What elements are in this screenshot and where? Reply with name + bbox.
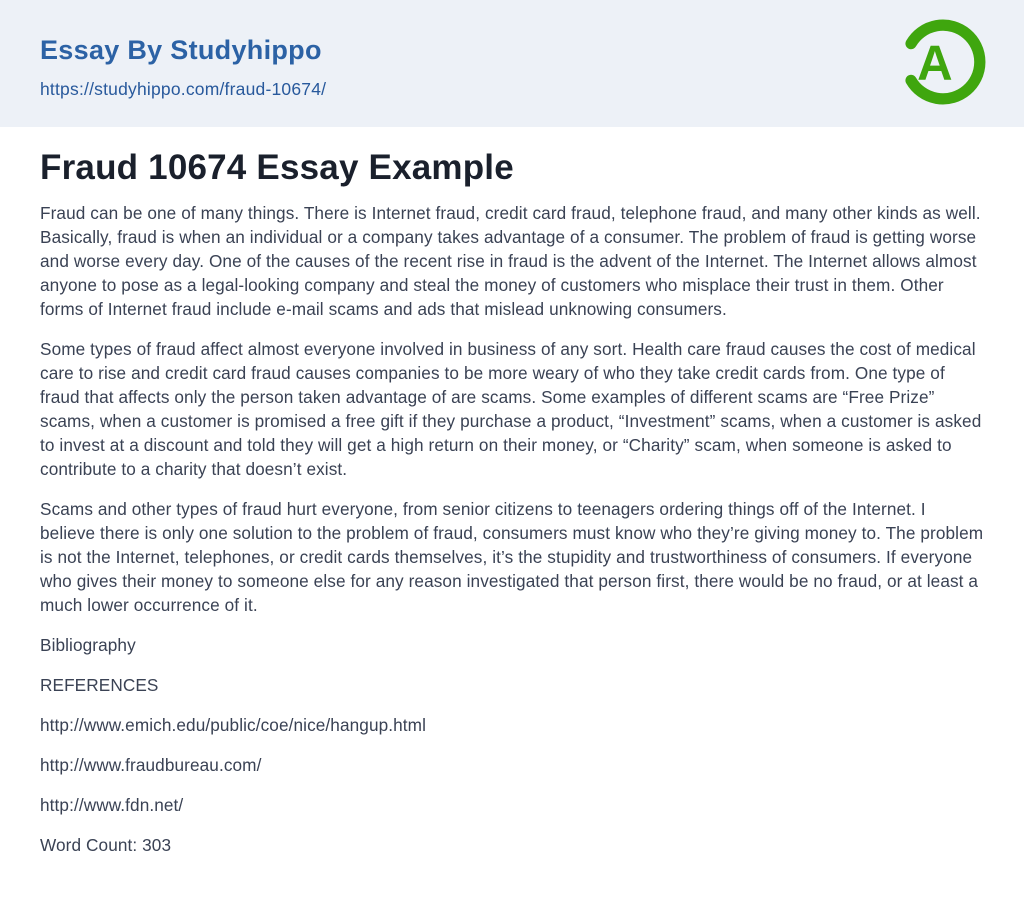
essay-paragraph-2: Some types of fraud affect almost everyone involved in business of any sort. Health care fraud causes the cost of medical care to rise and credit card fraud causes companies to be more weary of who they take credit cards from. One type of fraud that affects only the person taken advantage of are scams. Some examples of different scams are “Free Prize” scams, when a customer is promised a free gift if they purchase a product, “Investment” scams, when a customer is asked to invest at a discount and told they will get a high return on their money, or “Charity” scam, when someone is asked to contribute to a charity that doesn’t exist. — [40, 339, 982, 480]
essay-content — [0, 127, 1024, 857]
reference-url-1: http://www.emich.edu/public/coe/nice/hangup.html — [40, 715, 427, 736]
studyhippo-logo-icon — [900, 19, 986, 105]
reference-url-3: http://www.fdn.net/ — [40, 795, 184, 816]
logo-letter: A — [917, 36, 953, 91]
page-header — [0, 0, 1024, 127]
essay-paragraph-3: Scams and other types of fraud hurt everyone, from senior citizens to teenagers ordering things off of the Internet. I believe there is only one solution to the problem of fraud, consumers must know who they’re giving money to. The problem is not the Internet, telephones, or credit cards themselves, it’s the stupidity and trustworthiness of consumers. If everyone who gives their money to someone else for any reason investigated that person first, there would be no fraud, or at least a much lower occurrence of it. — [40, 499, 984, 616]
reference-url-2: http://www.fraudbureau.com/ — [40, 755, 262, 776]
brand-title: Essay By Studyhippo — [40, 35, 322, 65]
bibliography-heading: Bibliography — [40, 635, 136, 656]
source-url-link[interactable]: https://studyhippo.com/fraud-10674/ — [40, 79, 327, 100]
essay-title: Fraud 10674 Essay Example — [40, 148, 514, 187]
references-heading: REFERENCES — [40, 675, 159, 696]
word-count: Word Count: 303 — [40, 835, 172, 856]
essay-paragraph-1: Fraud can be one of many things. There is Internet fraud, credit card fraud, telephone fraud, and many other kinds as well. Basically, fraud is when an individual or a company takes advantage of a consumer. The problem of fraud is getting worse and worse every day. One of the causes of the recent rise in fraud is the advent of the Internet. The Internet allows almost anyone to pose as a legal-looking company and steal the money of customers who misplace their trust in them. Other forms of Internet fraud include e-mail scams and ads that mislead unknowing consumers. — [40, 203, 981, 320]
